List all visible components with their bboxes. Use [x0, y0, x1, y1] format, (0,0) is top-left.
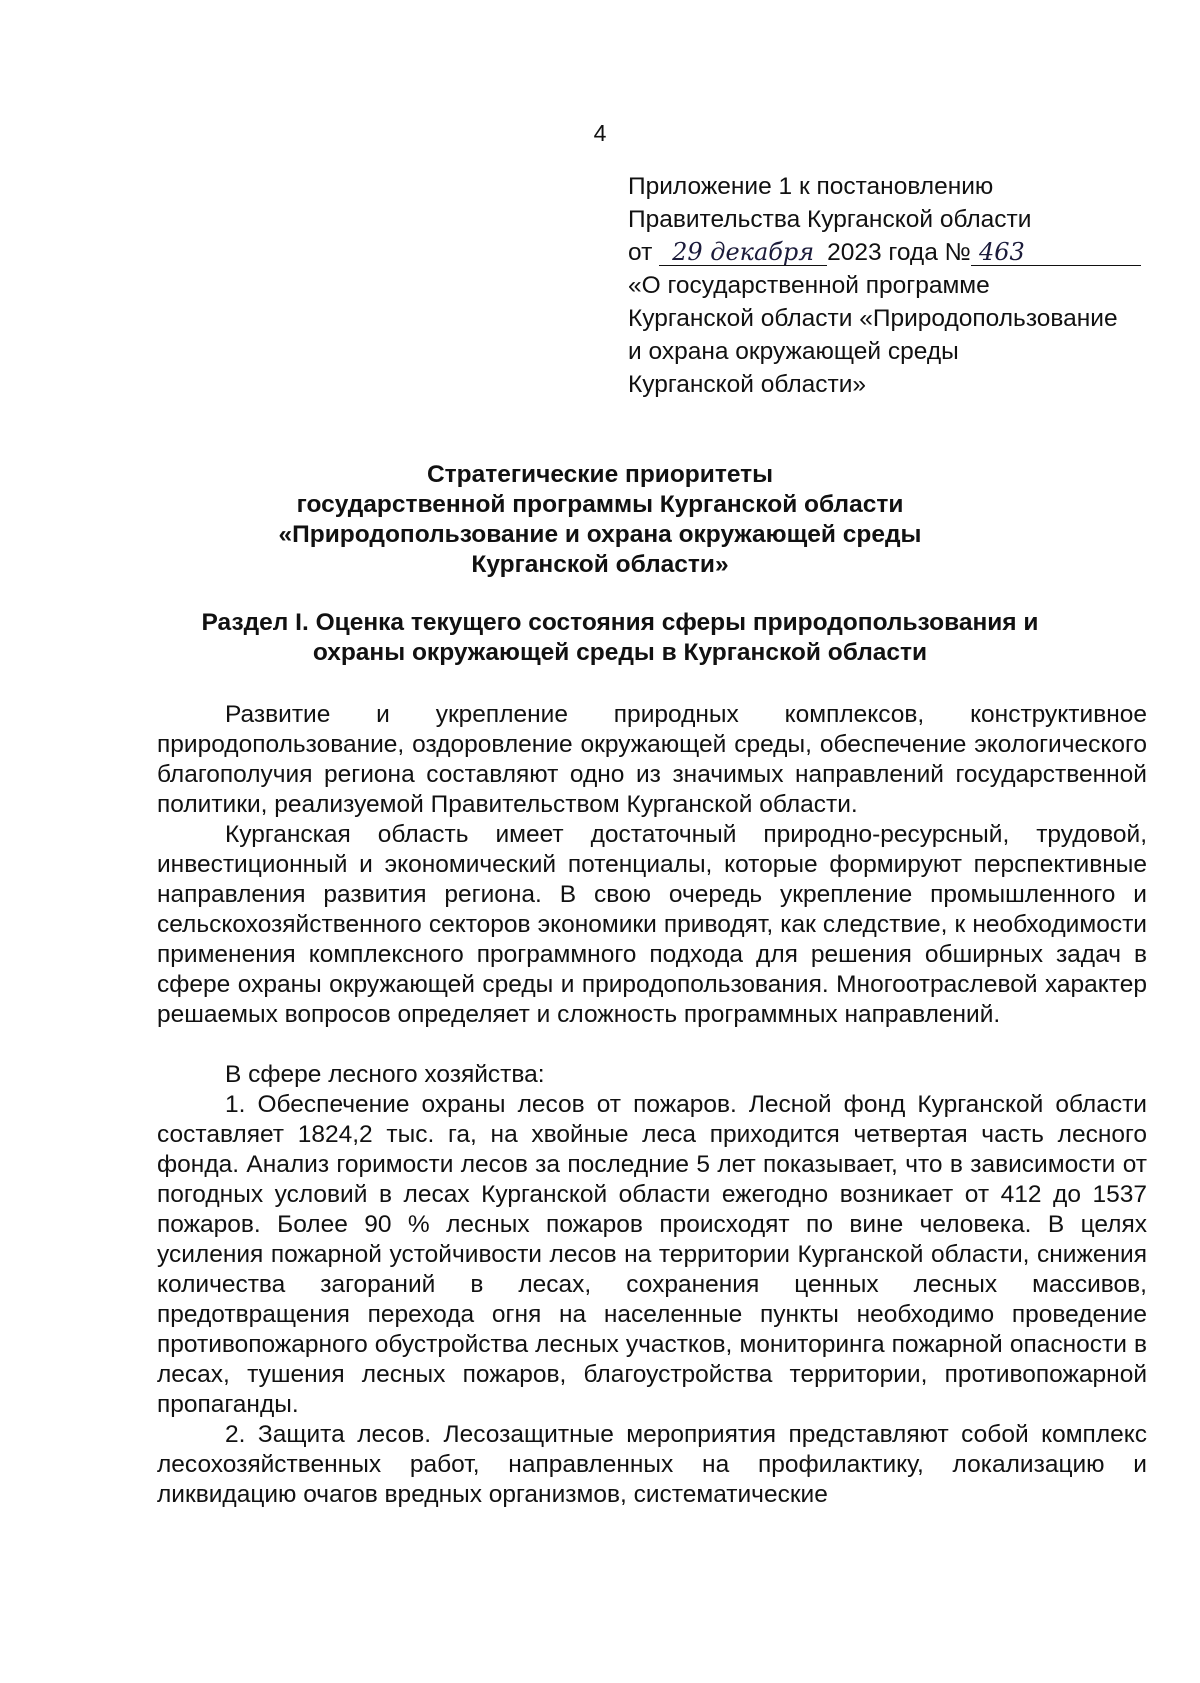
- attachment-line-7: Курганской области»: [628, 371, 867, 398]
- attachment-line-2: Правительства Курганской области: [628, 206, 1032, 233]
- title-line-2: государственной программы Курганской области: [296, 491, 904, 518]
- section-heading-line-1: Раздел I. Оценка текущего состояния сферы природопользования и: [201, 609, 1039, 636]
- paragraph: 2. Защита лесов. Лесозащитные мероприятия представляют собой комплекс лесохозяйственных работ, направленных на профилактику, локализацию и ликвидацию очагов вредных организмов, систематические: [157, 1421, 1147, 1508]
- attachment-line-1: Приложение 1 к постановлению: [628, 173, 994, 200]
- attachment-line-6: и охрана окружающей среды: [628, 338, 959, 365]
- attachment-line-5: Курганской области «Природопользование: [628, 305, 1118, 332]
- paragraph: В сфере лесного хозяйства:: [225, 1061, 545, 1088]
- title-line-3: «Природопользование и охрана окружающей среды: [278, 521, 922, 548]
- section-heading: [150, 608, 1090, 668]
- section-heading-line-2: охраны окружающей среды в Курганской области: [312, 639, 928, 666]
- document-title: [150, 460, 1050, 580]
- body-text: [157, 700, 1147, 1510]
- paragraph: Курганская область имеет достаточный природно-ресурсный, трудовой, инвестиционный и экономический потенциалы, которые формируют перспективные направления развития региона. В свою очередь укрепление промышленного и сельскохозяйственного секторов экономики приводят, как следствие, к необходимости применения комплексного программного подхода для решения обширных задач в сфере охраны окружающей среды и природопользования. Многоотраслевой характер решаемых вопросов определяет и сложность программных направлений.: [157, 821, 1147, 1028]
- attachment-date-line: [628, 236, 1168, 269]
- handwritten-date: 29 декабря: [659, 239, 827, 266]
- date-prefix: от: [628, 239, 653, 266]
- page-number: 4: [593, 120, 607, 146]
- paragraph: 1. Обеспечение охраны лесов от пожаров. Лесной фонд Курганской области составляет 1824,2 тыс. га, на хвойные леса приходится четвертая часть лесного фонда. Анализ горимости лесов за последние 5 лет показывает, что в зависимости от погодных условий в лесах Курганской области ежегодно возникает от 412 до 1537 пожаров. Более 90 % лесных пожаров происходят по вине человека. В целях усиления пожарной устойчивости лесов на территории Курганской области, снижения количества загораний в лесах, сохранения ценных лесных массивов, предотвращения перехода огня на населенные пункты необходимо проведение противопожарного обустройства лесных участков, мониторинга пожарной опасности в лесах, тушения лесных пожаров, благоустройства территории, противопожарной пропаганды.: [157, 1091, 1147, 1418]
- paragraph: Развитие и укрепление природных комплексов, конструктивное природопользование, оздоровление окружающей среды, обеспечение экологического благополучия региона составляют одно из значимых направлений государственной политики, реализуемой Правительством Курганской области.: [157, 701, 1147, 818]
- title-line-4: Курганской области»: [471, 551, 729, 578]
- attachment-header: [628, 170, 1168, 401]
- attachment-line-4: «О государственной программе: [628, 272, 990, 299]
- handwritten-number: 463: [971, 239, 1141, 266]
- title-line-1: Стратегические приоритеты: [426, 461, 774, 488]
- year-text: 2023 года №: [827, 239, 971, 266]
